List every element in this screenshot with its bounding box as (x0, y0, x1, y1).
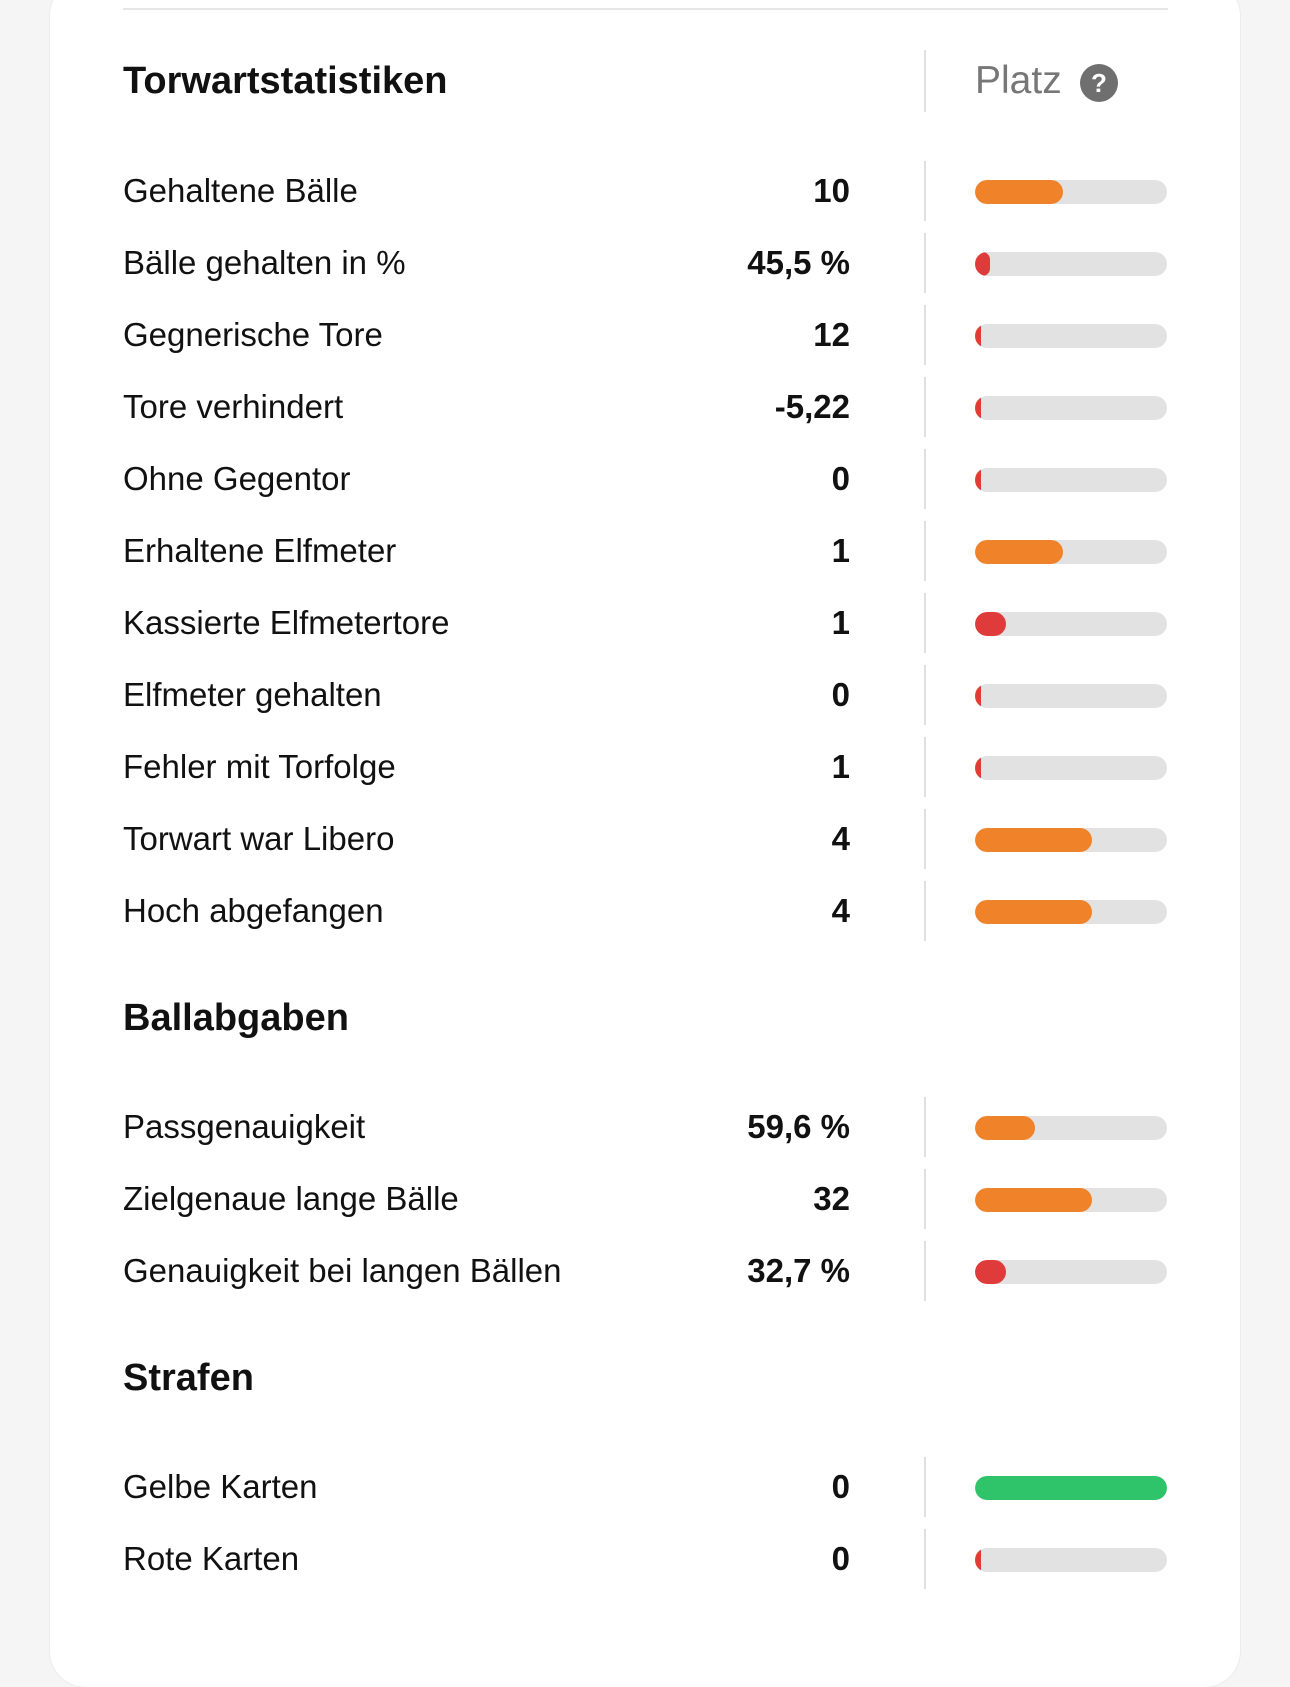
stat-label: Tore verhindert (123, 388, 344, 425)
stat-row (0, 521, 1290, 581)
stat-value: 0 (831, 460, 850, 497)
stat-row (0, 1241, 1290, 1301)
rank-bar-track (975, 1116, 1167, 1140)
stat-value: 4 (831, 820, 850, 857)
stat-row (0, 305, 1290, 365)
stat-row (0, 161, 1290, 221)
stat-label: Rote Karten (123, 1540, 300, 1577)
rank-bar-fill (975, 828, 1092, 852)
row-separator (924, 1097, 926, 1157)
top-divider (123, 8, 1168, 10)
rank-bar-fill (975, 540, 1063, 564)
stat-value: 1 (831, 604, 850, 641)
row-separator (924, 161, 926, 221)
stat-row (0, 881, 1290, 941)
rank-bar-track (975, 468, 1167, 492)
stat-row (0, 809, 1290, 869)
row-separator (924, 1241, 926, 1301)
stat-value: 1 (831, 532, 850, 569)
row-separator (924, 233, 926, 293)
row-separator (924, 377, 926, 437)
rank-bar-fill (975, 468, 981, 492)
stat-label: Gegnerische Tore (123, 316, 383, 353)
row-separator (924, 1457, 926, 1517)
help-icon[interactable]: ? (1080, 64, 1118, 102)
row-separator (924, 593, 926, 653)
rank-bar-fill (975, 324, 981, 348)
header-separator (924, 50, 926, 112)
stat-value: 32,7 % (747, 1252, 850, 1289)
section-title-torwart: Torwartstatistiken (123, 60, 448, 102)
stat-row (0, 233, 1290, 293)
stat-value: 4 (831, 892, 850, 929)
stat-label: Fehler mit Torfolge (123, 748, 396, 785)
row-separator (924, 449, 926, 509)
stat-row (0, 449, 1290, 509)
rank-bar-track (975, 252, 1167, 276)
stat-value: 0 (831, 1540, 850, 1577)
stat-value: 45,5 % (747, 244, 850, 281)
stat-label: Kassierte Elfmetertore (123, 604, 450, 641)
stat-row (0, 737, 1290, 797)
stat-value: 0 (831, 676, 850, 713)
stat-label: Gehaltene Bälle (123, 172, 358, 209)
stat-row (0, 593, 1290, 653)
rank-bar-fill (975, 252, 990, 276)
rank-bar-track (975, 1188, 1167, 1212)
rank-bar-fill (975, 684, 981, 708)
row-separator (924, 809, 926, 869)
stat-label: Bälle gehalten in % (123, 244, 406, 281)
row-separator (924, 665, 926, 725)
stat-label: Hoch abgefangen (123, 892, 384, 929)
stat-label: Gelbe Karten (123, 1468, 318, 1505)
stat-value: 59,6 % (747, 1108, 850, 1145)
stat-value: 12 (813, 316, 850, 353)
rank-bar-track (975, 900, 1167, 924)
rank-header: Platz (975, 59, 1062, 102)
row-separator (924, 881, 926, 941)
stat-label: Erhaltene Elfmeter (123, 532, 397, 569)
rank-bar-fill (975, 756, 981, 780)
row-separator (924, 1529, 926, 1589)
rank-bar-fill (975, 1116, 1035, 1140)
rank-bar-fill (975, 612, 1006, 636)
section-title-strafen: Strafen (123, 1357, 254, 1399)
stat-value: 32 (813, 1180, 850, 1217)
stat-row (0, 665, 1290, 725)
stat-value: 10 (813, 172, 850, 209)
stat-row (0, 1097, 1290, 1157)
rank-bar-track (975, 540, 1167, 564)
stat-label: Passgenauigkeit (123, 1108, 366, 1145)
stat-label: Genauigkeit bei langen Bällen (123, 1252, 562, 1289)
rank-bar-track (975, 1476, 1167, 1500)
rank-bar-track (975, 612, 1167, 636)
section-title-ballabgaben: Ballabgaben (123, 997, 349, 1039)
rank-bar-fill (975, 1548, 981, 1572)
rank-bar-fill (975, 180, 1063, 204)
rank-bar-fill (975, 1188, 1092, 1212)
rank-bar-track (975, 828, 1167, 852)
stat-label: Elfmeter gehalten (123, 676, 382, 713)
rank-bar-fill (975, 396, 981, 420)
stat-value: -5,22 (774, 388, 850, 425)
stat-row (0, 377, 1290, 437)
rank-bar-track (975, 180, 1167, 204)
rank-bar-track (975, 396, 1167, 420)
row-separator (924, 1169, 926, 1229)
stat-label: Ohne Gegentor (123, 460, 351, 497)
stat-row (0, 1457, 1290, 1517)
rank-bar-fill (975, 900, 1092, 924)
stat-row (0, 1529, 1290, 1589)
rank-bar-track (975, 324, 1167, 348)
stat-row (0, 1169, 1290, 1229)
row-separator (924, 305, 926, 365)
rank-bar-track (975, 756, 1167, 780)
stat-label: Zielgenaue lange Bälle (123, 1180, 459, 1217)
row-separator (924, 737, 926, 797)
rank-bar-track (975, 1260, 1167, 1284)
stat-value: 0 (831, 1468, 850, 1505)
rank-bar-track (975, 1548, 1167, 1572)
rank-bar-fill (975, 1476, 1167, 1500)
rank-bar-fill (975, 1260, 1006, 1284)
stat-value: 1 (831, 748, 850, 785)
row-separator (924, 521, 926, 581)
stat-label: Torwart war Libero (123, 820, 395, 857)
rank-bar-track (975, 684, 1167, 708)
